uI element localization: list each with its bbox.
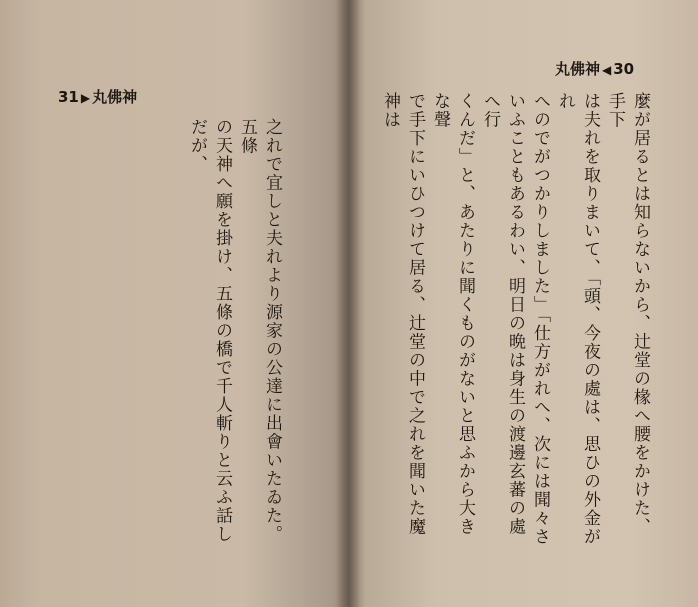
left-page-header (58, 86, 137, 107)
left-page-body (184, 118, 284, 548)
left-arrow-icon: ◀ (602, 63, 612, 77)
page-number: 31 (58, 88, 79, 106)
text-line: 之れで宜しと夫れより源家の公達に出會いたゐた。五條 (237, 118, 282, 544)
text-line: の天神へ願を掛け、五條の橋で千人斬りと云ふ話しだが、 (187, 118, 232, 544)
running-title: 丸佛神 (92, 88, 138, 106)
text-line: へのでがつかりしました」「仕方がれへ、次には聞々さ (530, 92, 550, 546)
page-number: 30 (613, 60, 635, 78)
text-line: いふこともあるわい、明日の晩は身生の渡邊玄蕃の處へ行 (480, 92, 525, 536)
book-spine (336, 0, 360, 607)
text-line: は夫れを取りまいて、「頭、今夜の處は、思ひの外金がれ (555, 92, 600, 546)
left-page (0, 0, 348, 607)
text-line: で手下にいひつけて居る、辻堂の中で之れを聞いた魔神は (380, 92, 425, 536)
right-page-header (555, 58, 634, 79)
text-line: 麼が居るとは知らないから、辻堂の椽へ腰をかけた、手下 (605, 92, 650, 536)
right-page-body (378, 92, 652, 547)
right-arrow-icon: ▶ (80, 91, 91, 105)
running-title: 丸佛神 (555, 60, 601, 78)
text-line: くんだ」と、あたりに聞くものがないと思ふから大きな聲 (430, 92, 475, 536)
